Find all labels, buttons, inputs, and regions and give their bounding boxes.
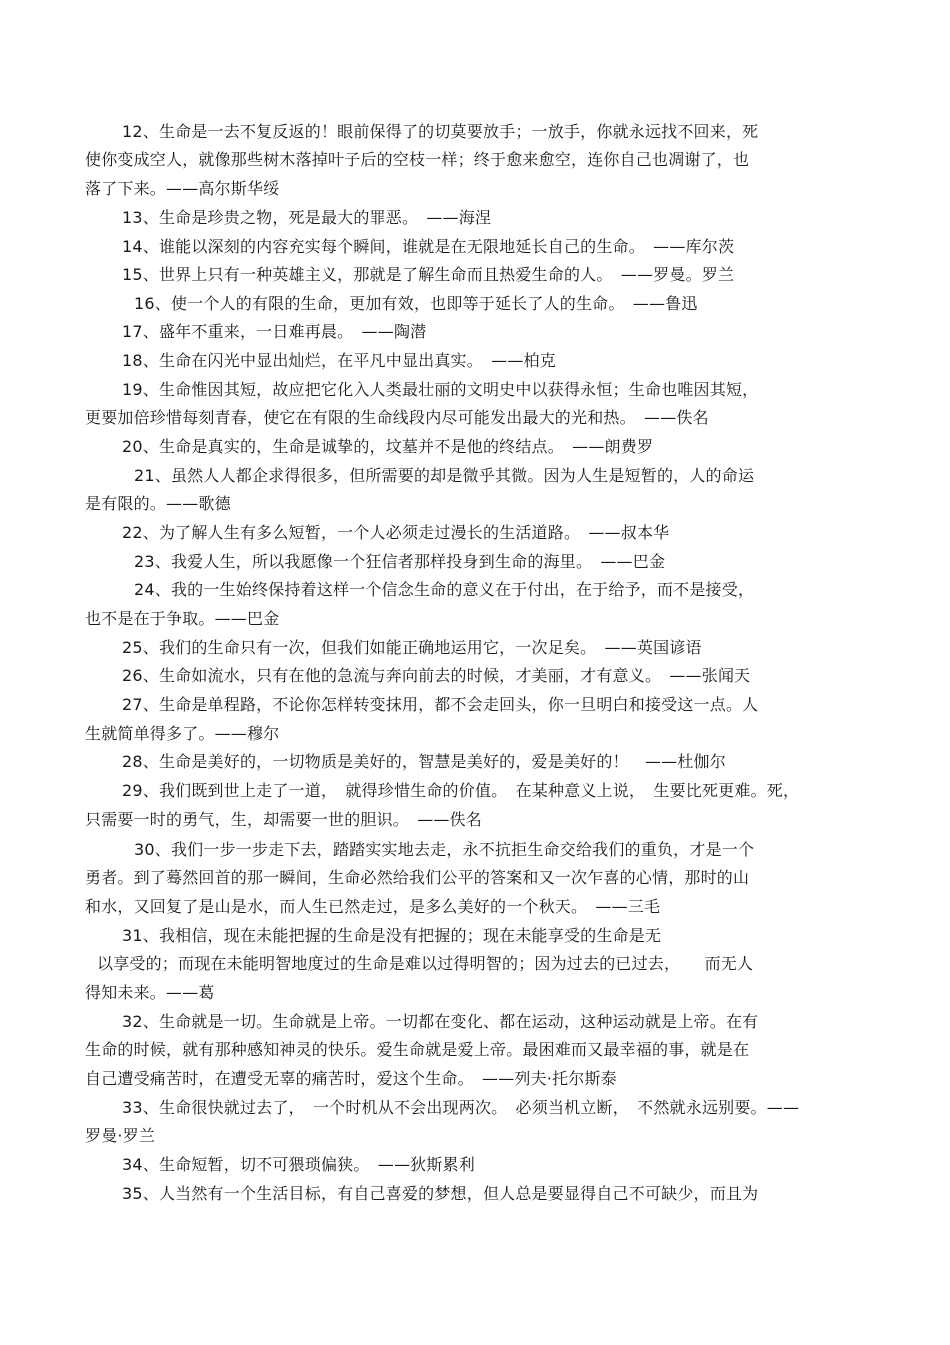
text-line-35: 33、生命很快就过去了， 一个时机从不会出现两次。 必须当机立断， 不然就永远别要。—— [122,1098,800,1117]
text-line-14: 是有限的。——歌德 [85,494,231,513]
text-line-38: 35、人当然有一个生活目标，有自己喜爱的梦想，但人总是要显得自己不可缺少，而且为 [122,1184,759,1203]
text-line-29: 31、我相信，现在未能把握的生命是没有把握的；现在未能享受的生命是无 [122,926,662,945]
text-line-28: 和水，又回复了是山是水，而人生已然走过，是多么美好的一个秋天。 ——三毛 [85,897,661,916]
text-line-21: 27、生命是单程路，不论你怎样转变抹用，都不会走回头，你一旦明白和接受这一点。人 [122,695,759,714]
text-line-16: 23、我爱人生，所以我愿像一个狂信者那样投身到生命的海里。 ——巴金 [134,552,666,571]
text-line-12: 20、生命是真实的，生命是诚挚的，坟墓并不是他的终结点。 ——朗费罗 [122,437,654,456]
text-line-30: 以享受的；而现在未能明智地度过的生命是难以过得明智的；因为过去的已过去， 而无人 [97,954,754,973]
text-line-10: 19、生命惟因其短，故应把它化入人类最壮丽的文明史中以获得永恒；生命也唯因其短， [122,380,759,399]
text-line-37: 34、生命短暂，切不可猥琐偏狭。 ——狄斯累利 [122,1155,475,1174]
text-line-11: 更要加倍珍惜每刻青春，使它在有限的生命线段内尽可能发出最大的光和热。 ——佚名 [85,408,709,427]
text-line-1: 12、生命是一去不复反返的！眼前保得了的切莫要放手；一放手，你就永远找不回来，死 [122,122,759,141]
text-line-34: 自己遭受痛苦时，在遭受无辜的痛苦时，爱这个生命。 ——列夫·托尔斯泰 [85,1069,617,1088]
text-line-24: 29、我们既到世上走了一道， 就得珍惜生命的价值。 在某种意义上说， 生要比死更难。死， [122,781,800,800]
text-line-5: 14、谁能以深刻的内容充实每个瞬间，谁就是在无限地延长自己的生命。 ——库尔茨 [122,237,735,256]
text-line-31: 得知未来。——葛 [85,983,215,1002]
text-line-7: 16、使一个人的有限的生命，更加有效，也即等于延长了人的生命。 ——鲁迅 [134,294,698,313]
text-line-23: 28、生命是美好的，一切物质是美好的，智慧是美好的，爱是美好的！ ——杜伽尔 [122,752,726,771]
text-line-33: 生命的时候，就有那种感知神灵的快乐。爱生命就是爱上帝。最困难而又最幸福的事，就是在 [85,1040,750,1059]
text-line-25: 只需要一时的勇气，生，却需要一世的胆识。 ——佚名 [85,810,483,829]
text-line-22: 生就简单得多了。——穆尔 [85,724,280,743]
text-line-27: 勇者。到了蓦然回首的那一瞬间，生命必然给我们公平的答案和又一次乍喜的心情，那时的山 [85,868,750,887]
text-line-15: 22、为了解人生有多么短暂，一个人必须走过漫长的生活道路。 ——叔本华 [122,523,670,542]
text-line-19: 25、我们的生命只有一次，但我们如能正确地运用它，一次足矣。 ——英国谚语 [122,638,702,657]
text-line-20: 26、生命如流水，只有在他的急流与奔向前去的时候，才美丽，才有意义。 ——张闻天 [122,666,751,685]
text-line-17: 24、我的一生始终保持着这样一个信念生命的意义在于付出，在于给予，而不是接受， [134,580,755,599]
text-line-26: 30、我们一步一步走下去，踏踏实实地去走，永不抗拒生命交给我们的重负，才是一个 [134,840,755,859]
text-line-36: 罗曼·罗兰 [85,1126,156,1145]
text-line-13: 21、虽然人人都企求得很多，但所需要的却是微乎其微。因为人生是短暂的，人的命运 [134,466,755,485]
text-line-2: 使你变成空人，就像那些树木落掉叶子后的空枝一样；终于愈来愈空，连你自己也凋谢了，也 [85,150,750,169]
text-line-32: 32、生命就是一切。生命就是上帝。一切都在变化、都在运动，这种运动就是上帝。在有 [122,1012,759,1031]
text-line-18: 也不是在于争取。——巴金 [85,609,280,628]
text-line-6: 15、世界上只有一种英雄主义，那就是了解生命而且热爱生命的人。 ——罗曼。罗兰 [122,265,735,284]
text-line-4: 13、生命是珍贵之物，死是最大的罪恶。 ——海涅 [122,208,492,227]
text-line-3: 落了下来。——高尔斯华绥 [85,179,280,198]
text-line-9: 18、生命在闪光中显出灿烂，在平凡中显出真实。 ——柏克 [122,351,556,370]
text-line-8: 17、盛年不重来，一日难再晨。 ——陶潜 [122,322,427,341]
